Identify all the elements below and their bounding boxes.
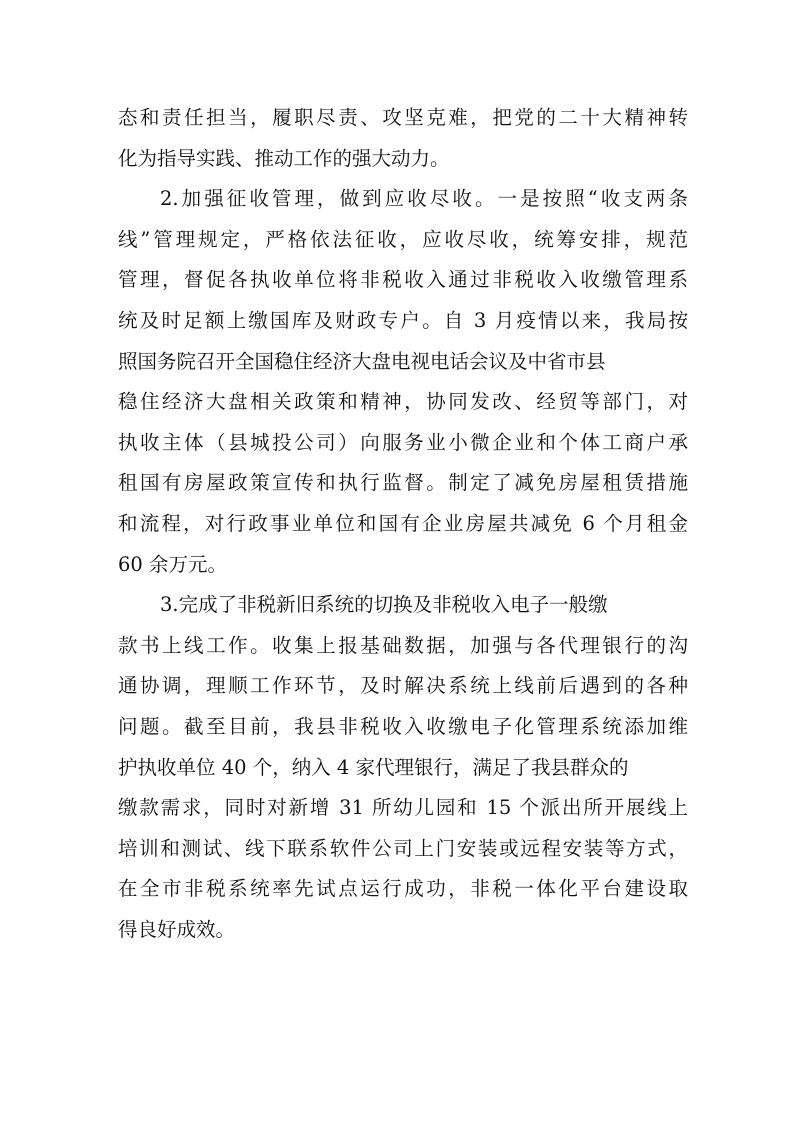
text-line: 和流程，对行政事业单位和国有企业房屋共减免 6 个月租金: [118, 511, 688, 535]
text-line: 得良好成效。: [118, 917, 236, 941]
text-line: 照国务院召开全国稳住经济大盘电视电话会议及中省市县: [118, 349, 606, 373]
text-line: 护执收单位 40 个，纳入 4 家代理银行，满足了我县群众的: [118, 755, 629, 779]
paragraph-3-first-line: 3.完成了非税新旧系统的切换及非税收入电子一般缴: [160, 593, 608, 617]
body-text: [118, 98, 688, 950]
text-line: 培训和测试、线下联系软件公司上门安装或远程安装等方式，: [118, 836, 688, 860]
text-line: 线”管理规定，严格依法征收，应收尽收，统筹安排，规范: [118, 227, 688, 251]
text-line: 态和责任担当，履职尽责、攻坚克难，把党的二十大精神转: [118, 106, 688, 129]
text-line: 稳住经济大盘相关政策和精神，协同发改、经贸等部门，对: [118, 390, 688, 414]
text-line: 通协调，理顺工作环节，及时解决系统上线前后遇到的各种: [118, 674, 688, 698]
paragraph-2-first-line: 2.加强征收管理，做到应收尽收。一是按照“收支两条: [160, 187, 688, 211]
text-line: 问题。截至目前，我县非税收入收缴电子化管理系统添加维: [118, 714, 688, 738]
text-line: 缴款需求，同时对新增 31 所幼儿园和 15 个派出所开展线上: [118, 796, 688, 820]
text-line: 在全市非税系统率先试点运行成功，非税一体化平台建设取: [118, 877, 688, 901]
text-line: 管理，督促各执收单位将非税收入通过非税收入收缴管理系: [118, 268, 688, 292]
text-line: 款书上线工作。收集上报基础数据，加强与各代理银行的沟: [118, 633, 688, 657]
text-line: 化为指导实践、推动工作的强大动力。: [118, 146, 450, 170]
text-line: 租国有房屋政策宣传和执行监督。制定了减免房屋租赁措施: [118, 471, 688, 495]
text-line: 执收主体（县城投公司）向服务业小微企业和个体工商户承: [118, 430, 688, 454]
text-line: 统及时足额上缴国库及财政专户。自 3 月疫情以来，我局按: [118, 308, 688, 332]
text-line: 60 余万元。: [118, 552, 228, 576]
